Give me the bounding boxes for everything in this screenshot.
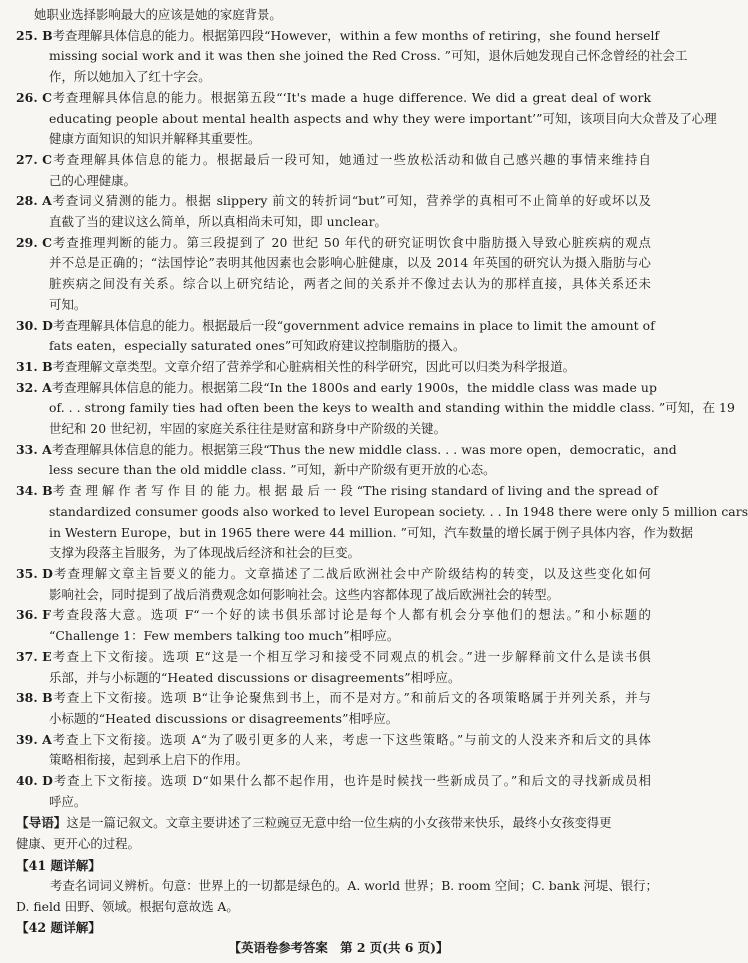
page-footer: 【英语卷参考答案 第 2 页(共 6 页)】 xyxy=(228,940,449,955)
answer-line xyxy=(16,316,655,337)
answer-line xyxy=(16,750,651,771)
q41-tag: 【41 题详解】 xyxy=(16,857,101,873)
answer-text: 考查理解具体信息的能力。根据第四段“However，within a few months of retiring，she found herself xyxy=(52,27,660,43)
answer-number: 32. A xyxy=(16,379,52,395)
answer-line xyxy=(16,709,651,730)
answer-number: 29. C xyxy=(16,234,52,250)
answer-line xyxy=(16,336,651,357)
answer-text: 作，所以她加入了红十字会。 xyxy=(49,69,211,85)
guide-tag: 【导语】 xyxy=(16,815,67,831)
answer-text: in Western Europe，but in 1965 there were 44 million. ”可知，汽车数量的增长属于例子具体内容，作为数据 xyxy=(49,524,694,540)
answer-item xyxy=(16,647,651,688)
answer-number: 28. A xyxy=(16,193,52,209)
answer-line xyxy=(16,564,651,585)
answer-text: 健康方面知识的知识并解释其重要性。 xyxy=(49,131,261,147)
answer-text: 考查理解文章主旨要义的能力。文章描述了二战后欧洲社会中产阶级结构的转变，以及这些变化如何 xyxy=(52,565,651,581)
answer-number: 38. B xyxy=(16,690,53,706)
answer-line xyxy=(16,626,651,647)
answer-line xyxy=(16,171,651,192)
q41-line-2: D. field 田野、领域。根据句意故选 A。 xyxy=(16,898,239,914)
guide-text-1: 这是一篇记叙文。文章主要讲述了三粒豌豆无意中给一位生病的小女孩带来快乐，最终小女孩变得更 xyxy=(66,815,612,831)
answer-text: 可知。 xyxy=(49,296,87,312)
answer-line xyxy=(16,647,651,668)
answer-line xyxy=(16,585,651,606)
answer-text: 世纪和 20 世纪初，牢固的家庭关系往往是财富和跻身中产阶级的关键。 xyxy=(49,421,447,437)
answer-line xyxy=(16,26,660,47)
answer-item xyxy=(16,191,651,232)
answer-number: 27. C xyxy=(16,151,52,167)
answer-number: 39. A xyxy=(16,731,52,747)
answer-line xyxy=(16,440,677,461)
answer-text: 考 查 理 解 作 者 写 作 目 的 能 力。根 据 最 后 一 段 “The rising standard of living and the spread of xyxy=(52,483,658,499)
answer-text: 直截了当的建议这么简单，所以真相尚未可知，即 unclear。 xyxy=(49,214,387,230)
answer-item xyxy=(16,605,651,646)
answer-text: 考查理解具体信息的能力。根据第三段“Thus the new middle class. . . was more open，democratic，and xyxy=(51,441,677,457)
answer-item xyxy=(16,26,688,88)
answer-item xyxy=(16,357,651,378)
answer-text: 考查理解具体信息的能力。根据最后一段可知，她通过一些放松活动和做自己感兴趣的事情来维持自 xyxy=(51,151,651,167)
answer-line xyxy=(16,771,651,792)
answer-line xyxy=(16,605,651,626)
answer-text: 考查上下文衔接。选项 D“如果什么都不起作用，也许是时候找一些新成员了。”和后文的寻找新成员相 xyxy=(52,773,651,789)
answer-number: 25. B xyxy=(16,27,53,43)
answer-line xyxy=(16,398,735,419)
answer-item xyxy=(16,378,735,440)
answer-line xyxy=(16,253,651,274)
answer-number: 33. A xyxy=(16,441,52,457)
answer-number: 30. D xyxy=(16,317,53,333)
answer-line xyxy=(16,109,717,130)
answer-line xyxy=(16,67,651,88)
answer-text: 呼应。 xyxy=(49,793,87,809)
answer-text: of. . . strong family ties had often been the keys to wealth and standing within the middle class. ”可知，在 19 xyxy=(49,400,735,416)
answer-text: 考查词义猜测的能力。根据 slippery 前文的转折词“but”可知，营养学的真相可不止简单的好或坏以及 xyxy=(51,193,651,209)
answer-item xyxy=(16,440,677,481)
answer-line xyxy=(16,792,651,813)
q41-line-1: 考查名词词义辨析。句意：世界上的一切都是绿色的。A. world 世界；B. room 空间；C. bank 河堤、银行； xyxy=(50,877,658,893)
answer-line xyxy=(16,129,651,150)
answer-text: 支撑为段落主旨服务，为了体现战后经济和社会的巨变。 xyxy=(49,545,361,561)
answer-item xyxy=(16,150,651,191)
answer-number: 40. D xyxy=(16,773,53,789)
answer-line xyxy=(16,543,651,564)
answer-line xyxy=(16,378,657,399)
answer-text: 考查理解具体信息的能力。根据第二段“In the 1800s and early 1900s，the middle class was made up xyxy=(51,379,657,395)
answer-text: less secure than the old middle class. ”可知，新中产阶级有更开放的心态。 xyxy=(49,462,496,478)
answer-text: 脏疾病之间没有关系。综合以上研究结论，两者之间的关系并不像过去认为的那样直接，具体关系还未 xyxy=(49,276,651,292)
answer-number: 26. C xyxy=(16,89,52,105)
answer-line xyxy=(16,212,651,233)
guide-line-1 xyxy=(16,812,651,834)
answer-line xyxy=(16,295,651,316)
answer-item xyxy=(16,481,748,564)
answer-text: fats eaten，especially saturated ones”可知政府建议控制脂肪的摄入。 xyxy=(49,338,466,354)
answer-line xyxy=(16,460,651,481)
q42-tag: 【42 题详解】 xyxy=(16,920,101,936)
answer-line xyxy=(16,191,651,212)
answer-text: 考查上下文衔接。选项 B“让争论聚焦到书上，而不是对方。”和前后文的各项策略属于并列关系，并与 xyxy=(52,690,651,706)
answer-line xyxy=(16,481,658,502)
q42-heading xyxy=(16,917,651,938)
answer-text: 考查理解文章类型。文章介绍了营养学和心脏病相关性的科学研究，因此可以归类为科学报道。 xyxy=(52,358,576,374)
answer-text: 考查上下文衔接。选项 E“这是一个相互学习和接受不同观点的机会。”进一步解释前文什么是读书俱 xyxy=(51,648,651,664)
answer-line xyxy=(16,357,651,378)
answer-number: 35. D xyxy=(16,565,53,581)
answer-number: 36. F xyxy=(16,607,51,623)
answer-text: 考查上下文衔接。选项 A“为了吸引更多的人来，考虑一下这些策略。”与前文的人没来齐和后文的具体 xyxy=(51,731,651,747)
answer-line xyxy=(16,419,651,440)
answer-line xyxy=(16,523,694,544)
answer-list xyxy=(16,26,748,813)
answer-item xyxy=(16,564,651,605)
answer-text: 考查推理判断的能力。第三段提到了 20 世纪 50 年代的研究证明饮食中脂肪摄入导致心脏疾病的观点 xyxy=(51,234,651,250)
answer-text: standardized consumer goods also worked to level European society. . . In 1948 there were only 5 million cars xyxy=(49,503,748,519)
answer-number: 31. B xyxy=(16,358,53,374)
answer-item xyxy=(16,233,651,316)
answer-line xyxy=(16,46,688,67)
answer-line xyxy=(16,668,651,689)
answer-number: 34. B xyxy=(16,483,53,499)
answer-text: 小标题的“Heated discussions or disagreements”相呼应。 xyxy=(49,710,399,726)
answer-line xyxy=(16,88,651,109)
answer-text: missing social work and it was then she joined the Red Cross. ”可知，退休后她发现自己怀念曾经的社会工 xyxy=(49,48,688,64)
answer-text: educating people about mental health aspects and why they were important’”可知，该项目向大众普及了心理 xyxy=(49,110,717,126)
guide-line-2: 健康、更开心的过程。 xyxy=(16,836,140,852)
answer-text: 并不总是正确的；“法国悖论”表明其他因素也会影响心脏健康，以及 2014 年英国的研究认为摄入脂肪与心 xyxy=(49,255,651,271)
answer-text: 考查理解具体信息的能力。根据最后一段“government advice remains in place to limit the amount of xyxy=(52,317,655,333)
answer-item xyxy=(16,771,651,812)
answer-item xyxy=(16,316,655,357)
answer-text: 己的心理健康。 xyxy=(49,172,137,188)
answer-line xyxy=(16,150,651,171)
answer-text: 策略相衔接，起到承上启下的作用。 xyxy=(49,752,249,768)
answer-line xyxy=(16,730,651,751)
answer-text: 考查理解具体信息的能力。根据第五段“‘It's made a huge difference. We did a great deal of work xyxy=(51,89,651,105)
lead-text: 她职业选择影响最大的应该是她的家庭背景。 xyxy=(34,7,282,22)
answer-text: “Challenge 1：Few members talking too much”相呼应。 xyxy=(49,628,400,644)
answer-text: 影响社会，同时提到了战后消费观念如何影响社会。这些内容都体现了战后欧洲社会的转型。 xyxy=(49,586,560,602)
answer-text: 考查段落大意。选项 F“一个好的读书俱乐部讨论是每个人都有机会分享他们的想法。”和小标题的 xyxy=(50,607,651,623)
answer-item xyxy=(16,730,651,771)
answer-item xyxy=(16,88,717,150)
answer-line xyxy=(16,502,748,523)
answer-line xyxy=(16,688,651,709)
answer-text: 乐部，并与小标题的“Heated discussions or disagreements”相呼应。 xyxy=(49,669,461,685)
answer-line xyxy=(16,274,651,295)
answer-item xyxy=(16,688,651,729)
answer-number: 37. E xyxy=(16,648,52,664)
q41-heading xyxy=(16,855,651,876)
answer-line xyxy=(16,233,651,254)
